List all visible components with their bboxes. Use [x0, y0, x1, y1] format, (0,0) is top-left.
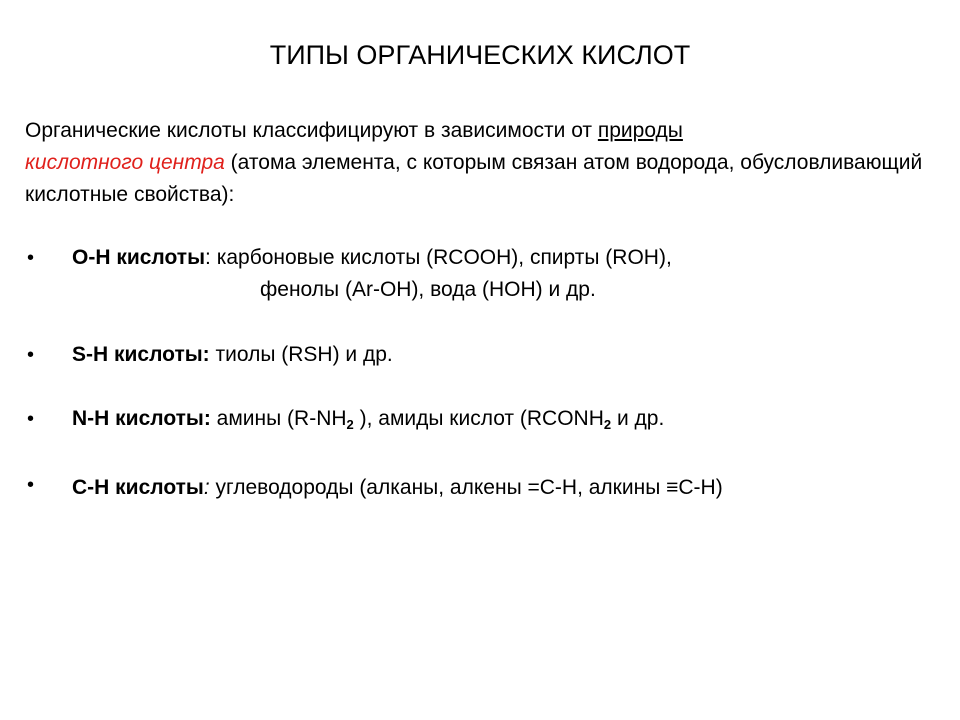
item-term: S-H кислоты: — [72, 343, 210, 366]
list-item-sh — [72, 339, 393, 371]
item-term: О-Н кислоты — [72, 246, 206, 269]
item-text-b: ), амиды кислот (RCONH — [353, 407, 604, 430]
item-subscript-b: 2 — [603, 417, 612, 432]
intro-red-term: кислотного центра — [25, 151, 225, 174]
page-title: ТИПЫ ОРГАНИЧЕСКИХ КИСЛОТ — [269, 40, 691, 70]
intro-paragraph — [25, 115, 945, 211]
intro-text-start: Органические кислоты классифицируют в зависимости от — [25, 119, 598, 142]
item-term: С-Н кислоты — [72, 476, 204, 499]
bullet-icon: • — [27, 474, 35, 496]
list-item-ch — [72, 472, 723, 504]
item-text: карбоновые кислоты (RCOOH), спирты (ROH), — [210, 246, 672, 269]
item-text: тиолы (RSH) и др. — [209, 343, 393, 366]
list-item-oh-continuation: фенолы (Ar-OH), вода (HOH) и др. — [260, 278, 596, 301]
item-colon: : — [205, 246, 211, 269]
intro-underlined-word: природы — [597, 119, 683, 142]
item-subscript-a: 2 — [346, 417, 354, 432]
item-text: углеводороды (алканы, алкены =С-Н, алкины ≡С-Н) — [209, 476, 723, 499]
bullet-icon: • — [27, 247, 35, 269]
item-term: N-H кислоты: — [72, 407, 211, 430]
bullet-icon: • — [27, 408, 35, 430]
list-item-nh — [72, 403, 664, 441]
item-text-a: амины (R-NH — [210, 407, 347, 430]
intro-text-end: (атома элемента, с которым связан атом водорода, обусловливающий кислотные свойства): — [25, 151, 923, 206]
item-colon: : — [203, 476, 210, 499]
list-item-oh — [72, 242, 672, 274]
item-text-c: и др. — [611, 407, 665, 430]
bullet-icon: • — [27, 344, 35, 366]
